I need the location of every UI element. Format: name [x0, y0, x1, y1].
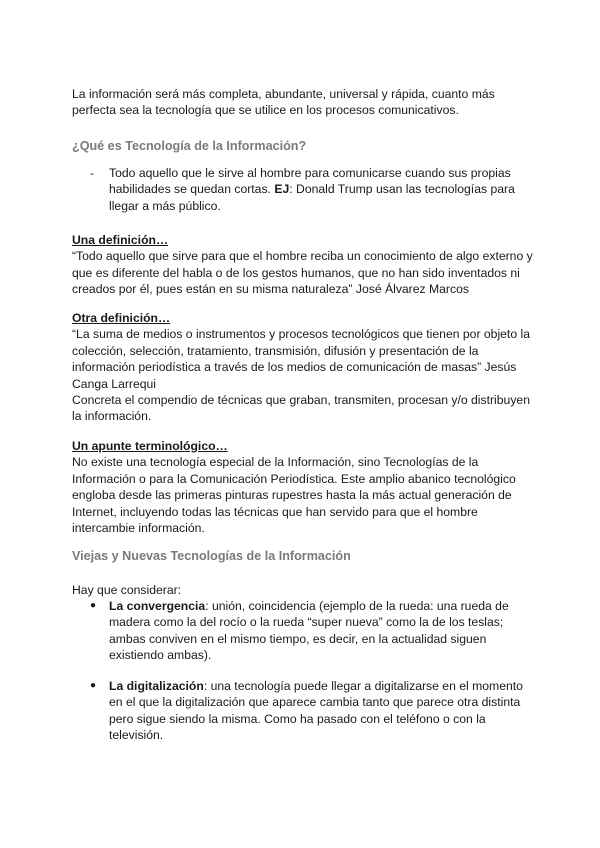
dash-list-item	[72, 165, 534, 214]
dash-item-text: Todo aquello que le sirve al hombre para comunicarse cuando sus propias habilidades se quedan cortas.	[109, 166, 511, 197]
section-heading-que-es: ¿Qué es Tecnología de la Información?	[72, 139, 307, 153]
bullet-label: La convergencia	[109, 599, 206, 613]
bullet-label: La digitalización	[109, 679, 204, 693]
definition-2	[72, 310, 534, 425]
definition-2-text2: Concreta el compendio de técnicas que graban, transmiten, procesan y/o distribuyen la información.	[72, 393, 530, 424]
definition-2-heading: Otra definición…	[72, 311, 171, 325]
bullet-text: : una tecnología puede llegar a digitalizarse en el momento en el que la digitalización que aparece cambia tanto que parece otra distinta pero sigue siendo la misma. Como ha pasado con el teléfono o con la televisión.	[109, 679, 523, 743]
bullet-icon: ●	[90, 680, 97, 691]
considerar-text: Hay que considerar:	[72, 583, 182, 597]
definition-2-text: “La suma de medios o instrumentos y procesos tecnológicos que tienen por objeto la colección, selección, tratamiento, transmisión, difusión y presentación de la información periodística a través de los medios de comunicación de masas” Jesús Canga Larrequi	[72, 327, 530, 391]
apunte-heading: Un apunte terminológico…	[72, 439, 228, 453]
dash-marker: -	[90, 166, 95, 180]
bullet-icon: ●	[90, 600, 97, 611]
definition-1	[72, 232, 534, 298]
ej-text: : Donald Trump usan las tecnologías para llegar a más público.	[109, 182, 515, 213]
apunte-text: No existe una tecnología especial de la Información, sino Tecnologías de la Información o para la Comunicación Periodística. Este amplio abanico tecnológico engloba desde las primeras pinturas rupestres hasta la más actual generación de Internet, incluyendo todas las técnicas que han servido para que el hombre intercambie información.	[72, 455, 516, 536]
bullet-item-digitalizacion	[72, 678, 534, 744]
ej-label: EJ	[274, 182, 290, 197]
section-heading-viejas: Viejas y Nuevas Tecnologías de la Información	[72, 549, 351, 563]
bullet-item-convergencia	[72, 598, 534, 664]
intro-paragraph: La información será más completa, abundante, universal y rápida, cuanto más perfecta sea la tecnología que se utilice en los procesos comunicativos.	[72, 87, 495, 118]
definition-1-text: “Todo aquello que sirve para que el hombre reciba un conocimiento de algo externo y que es diferente del habla o de los gestos humanos, que no han sido inventados ni creados por él, pues están en su misma naturaleza” José Álvarez Marcos	[72, 249, 533, 297]
bullet-text: : unión, coincidencia (ejemplo de la rueda: una rueda de madera como la del rocío o la rueda “super nueva” como la de los teslas; ambas conviven en el mismo tiempo, es decir, en la actualidad siguen existiendo ambas).	[109, 599, 509, 663]
apunte-terminologico	[72, 438, 534, 536]
definition-1-heading: Una definición…	[72, 233, 169, 247]
